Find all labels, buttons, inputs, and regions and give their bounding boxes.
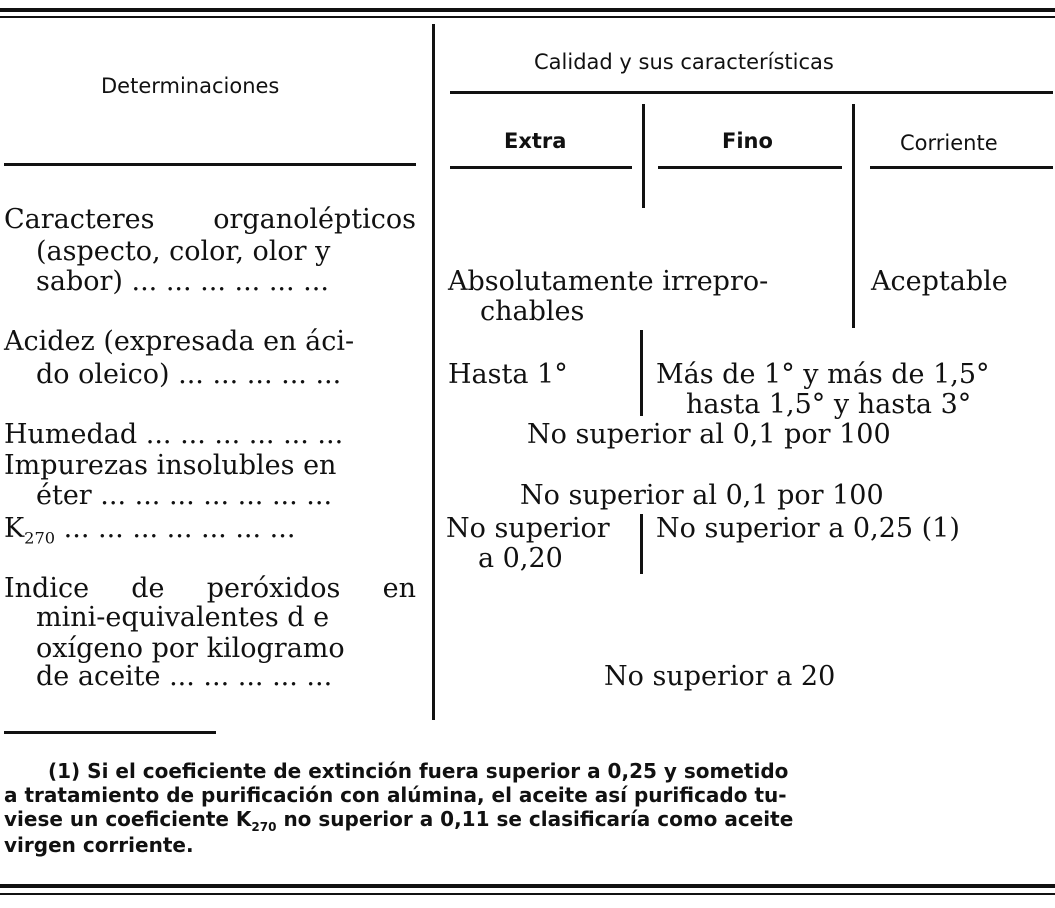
- header-corriente: Corriente: [900, 131, 998, 155]
- value-acidez-fino-line2: hasta 1,5° y hasta 3°: [686, 389, 972, 420]
- subheader-divider-1: [642, 104, 645, 208]
- label-word: Caracteres: [4, 204, 155, 235]
- column-divider: [432, 24, 435, 720]
- value-peroxidos: No superior a 20: [604, 661, 836, 692]
- footnote-line2: a tratamiento de purificación con alúmina, el aceite así purificado tu-: [4, 783, 787, 807]
- value-organolepticos-corriente: Aceptable: [871, 266, 1008, 297]
- value-impurezas: No superior al 0,1 por 100: [520, 480, 884, 511]
- label-word: Indice: [4, 573, 90, 604]
- top-rule-thick: [0, 8, 1055, 12]
- header-extra: Extra: [504, 129, 567, 153]
- value-acidez-extra: Hasta 1°: [448, 359, 568, 390]
- value-organolepticos-extra-fino-line1: Absolutamente irrepro-: [448, 266, 769, 297]
- subheader-divider-2: [852, 104, 855, 328]
- label-acidez-line1: Acidez (expresada en áci-: [4, 326, 355, 357]
- header-determinaciones: Determinaciones: [101, 74, 280, 98]
- footnote-line1: (1) Si el coeficiente de extinción fuera superior a 0,25 y sometido: [48, 759, 789, 783]
- label-humedad: Humedad ... ... ... ... ... ...: [4, 419, 344, 450]
- header-calidad: Calidad y sus características: [534, 50, 834, 74]
- label-word: en: [382, 573, 416, 604]
- label-impurezas-line2: éter ... ... ... ... ... ... ...: [36, 480, 333, 511]
- label-peroxidos-line1: [4, 574, 416, 604]
- header-corriente-rule: [870, 166, 1053, 169]
- label-word: peróxidos: [206, 573, 341, 604]
- value-k270-extra-line1: No superior: [446, 513, 610, 544]
- k270-divider: [640, 514, 643, 574]
- footnote-line3-pre: viese un coeficiente K: [4, 807, 252, 831]
- header-extra-rule: [450, 166, 632, 169]
- footnote-separator: [4, 731, 216, 734]
- header-fino-rule: [658, 166, 842, 169]
- header-fino: Fino: [722, 129, 773, 153]
- bottom-rule-thick: [0, 884, 1055, 888]
- label-peroxidos-line2: mini-equivalentes d e: [36, 602, 330, 633]
- label-k270-letter: K: [4, 513, 25, 544]
- footnote-k270-sub: 270: [251, 820, 277, 834]
- value-humedad: No superior al 0,1 por 100: [527, 419, 891, 450]
- footnote-line3-post: no superior a 0,11 se clasificaría como aceite: [276, 807, 794, 831]
- label-k270: [4, 513, 296, 548]
- label-acidez-line2: do oleico) ... ... ... ... ...: [36, 359, 342, 390]
- label-organolepticos-line3: sabor) ... ... ... ... ... ...: [36, 266, 329, 297]
- label-organolepticos-line2: (aspecto, color, olor y: [36, 236, 331, 267]
- acidez-divider: [640, 330, 643, 416]
- label-k270-sub: 270: [24, 528, 56, 548]
- footnote-line4: virgen corriente.: [4, 833, 194, 857]
- footnote-line3: [4, 807, 794, 834]
- value-organolepticos-extra-fino-line2: chables: [480, 296, 585, 327]
- header-left-rule: [4, 163, 416, 166]
- label-impurezas-line1: Impurezas insolubles en: [4, 450, 337, 481]
- label-word: organolépticos: [213, 204, 416, 235]
- label-word: de: [131, 573, 165, 604]
- top-rule-thin: [0, 16, 1055, 18]
- value-acidez-fino-line1: Más de 1° y más de 1,5°: [656, 359, 990, 390]
- value-k270-extra-line2: a 0,20: [478, 543, 563, 574]
- label-peroxidos-line4: de aceite ... ... ... ... ...: [36, 661, 333, 692]
- header-calidad-rule: [450, 91, 1053, 94]
- label-peroxidos-line3: oxígeno por kilogramo: [36, 633, 345, 664]
- value-k270-fino: No superior a 0,25 (1): [656, 513, 960, 544]
- bottom-rule-thin: [0, 893, 1055, 895]
- label-k270-dots: ... ... ... ... ... ... ...: [63, 513, 296, 544]
- label-organolepticos-line1: [4, 205, 416, 235]
